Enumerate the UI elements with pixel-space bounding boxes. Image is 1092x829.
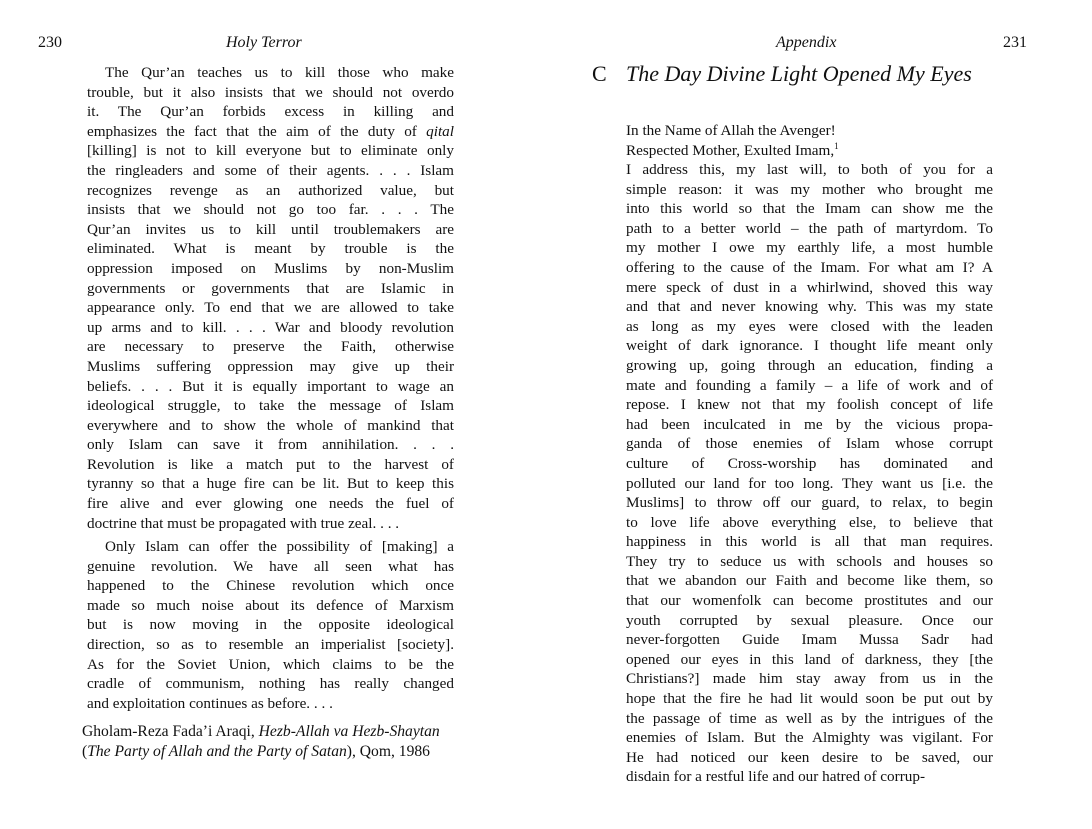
text-line: made so much noise about its defence of Marxism (87, 596, 454, 614)
text-line: As for the Soviet Union, which claims to be the (87, 655, 454, 673)
text-line: He had noticed our keen desire to be saved, our (626, 748, 993, 766)
text-line: culture of Cross-worship has dominated and (626, 454, 993, 472)
source-translation: The Party of Allah and the Party of Satan (87, 742, 347, 760)
text-line: and that and never knowing why. This was my state (626, 298, 993, 316)
text-line: Muslims] to throw off our guard, to relax, to begin (626, 494, 993, 512)
source-author: Gholam-Reza Fada’i Araqi, (82, 723, 259, 740)
text-line: mere speck of dust in a whirlwind, shoved this way (626, 278, 993, 296)
text-line: simple reason: it was my mother who brought me (626, 180, 993, 198)
text-line: cradle of communism, nothing has really changed (87, 675, 454, 693)
text-line: offering to the cause of the Imam. For what am I? A (626, 258, 993, 276)
text-line: it. The Qur’an forbids excess in killing and (87, 103, 454, 121)
text-line: disdain for a restful life and our hatred of corrup- (626, 768, 925, 786)
text-line: only Islam can save it from annihilation. . . . (87, 436, 454, 454)
text-line: happened to the Chinese revolution which once (87, 577, 454, 595)
salutation (626, 121, 993, 160)
text-line: as long as my eyes were closed with the leaden (626, 317, 993, 335)
text-line: and exploitation continues as before. . . . (87, 694, 333, 712)
text-line: beliefs. . . . But it is equally important to wage an (87, 377, 454, 395)
text-line: Christians?] made him stay away from us in the (626, 670, 993, 688)
text-line: genuine revolution. We have all seen what has (87, 557, 454, 575)
footnote-marker: 1 (834, 140, 839, 151)
text-line: Revolution is like a match put to the harvest of (87, 455, 454, 473)
text-line: I address this, my last will, to both of you for a (626, 161, 993, 178)
running-head: Holy Terror (226, 34, 302, 51)
text-line: Qur’an invites us to kill until troublemakers are (87, 220, 454, 238)
text-line: governments or governments that are Islamic in (87, 279, 454, 297)
text-line: trouble, but it also insists that we should not overdo (87, 83, 454, 101)
chapter-letter: C (592, 61, 607, 86)
text-line: up arms and to kill. . . . War and bloody revolution (87, 318, 454, 336)
text-line: opened our eyes in this land of darkness, they [the (626, 650, 993, 668)
text-line: the passage of time as well as by the intrigues of the (626, 709, 993, 727)
text-line: emphasizes the fact that the aim of the duty of qital (87, 122, 454, 140)
text-line: recognizes revenge as an authorized value, but (87, 181, 454, 199)
text-line: that our womenfolk can become prostitutes and our (626, 592, 993, 610)
page-number: 230 (38, 34, 62, 51)
text-line: appearance only. To end that we are allowed to take (87, 299, 454, 317)
text-line: insists that we should not go too far. . . . The (87, 201, 454, 219)
text-line: enemies of Islam. But the Almighty was vigilant. For (626, 729, 993, 747)
salutation-line: Respected Mother, Exulted Imam,$^1$ (626, 140, 839, 159)
text-line: eliminated. What is meant by trouble is the (87, 240, 454, 258)
text-line: oppression imposed on Muslims by non-Muslim (87, 259, 454, 277)
text-line: ideological struggle, to take the message of Islam (87, 397, 454, 415)
text-line: had been inculcated in me by the vicious propa- (626, 415, 993, 433)
salutation-line: In the Name of Allah the Avenger! (626, 122, 836, 139)
source-title: Hezb-Allah va Hezb-Shaytan (258, 723, 440, 740)
text-line: [killing] is not to kill everyone but to eliminate only (87, 142, 454, 160)
text-line: tyranny so that a huge fire can be lit. But to keep this (87, 475, 454, 493)
text-line: into this world so that the Imam can show me the (626, 200, 993, 218)
text-line: doctrine that must be propagated with true zeal. . . . (87, 514, 400, 532)
source-place-date: ), Qom, 1986 (346, 742, 430, 760)
right-page (546, 0, 1092, 829)
text-line: They try to seduce us with schools and houses so (626, 552, 993, 570)
chapter-title: The Day Divine Light Opened My Eyes (626, 61, 972, 86)
running-head: Appendix (776, 34, 837, 51)
left-page (0, 0, 520, 829)
letter-body (626, 160, 993, 787)
text-line: that we abandon our Faith and become like them, so (626, 572, 993, 590)
text-line: weight of dark ignorance. I thought life meant only (626, 337, 993, 355)
text-line: path to a better world – the path of martyrdom. To (626, 219, 993, 237)
text-line: Muslims suffering oppression may give up their (87, 357, 454, 375)
text-line: my mother I owe my earthly life, a most humble (626, 239, 993, 257)
text-line: to love life above everything else, to believe that (626, 513, 993, 531)
text-line: Only Islam can offer the possibility of [making] a (105, 538, 454, 555)
text-line: hope that the fire he had lit would soon be put out by (626, 690, 993, 708)
text-line: the ringleaders and some of their agents. . . . Islam (87, 161, 454, 179)
text-line: youth corrupted by sexual pleasure. Once our (626, 611, 993, 629)
paragraph (87, 63, 454, 533)
paragraph (87, 537, 454, 713)
text-line: are necessary to preserve the Faith, otherwise (87, 338, 454, 356)
text-line: polluted our land for too long. They want us [i.e. the (626, 474, 993, 492)
text-line: ganda of those enemies of Islam whose corrupt (626, 435, 993, 453)
text-line: growing up, going through an education, finding a (626, 356, 993, 374)
text-line: happiness in this world is all that man requires. (626, 533, 993, 551)
text-line: but is now moving in the opposite ideological (87, 616, 454, 634)
text-line: mate and founding a family – a life of work and of (626, 376, 993, 394)
page-number: 231 (1003, 34, 1027, 51)
text-line: fire alive and ever glowing one needs the fuel of (87, 495, 454, 513)
source-citation: Gholam-Reza Fada’i Araqi, Hezb-Allah va Hezb-Shaytan (The Party of Allah and the Party of Satan), Qom, 1986 (82, 723, 440, 760)
text-line: repose. I knew not that my foolish concept of life (626, 396, 993, 414)
text-line: direction, so as to resemble an imperialist [society]. (87, 635, 454, 653)
text-line: everywhere and to show the whole of mankind that (87, 416, 454, 434)
text-line: The Qur’an teaches us to kill those who make (105, 64, 454, 81)
text-line: never-forgotten Guide Imam Mussa Sadr had (626, 631, 993, 649)
chapter-heading (592, 60, 972, 88)
